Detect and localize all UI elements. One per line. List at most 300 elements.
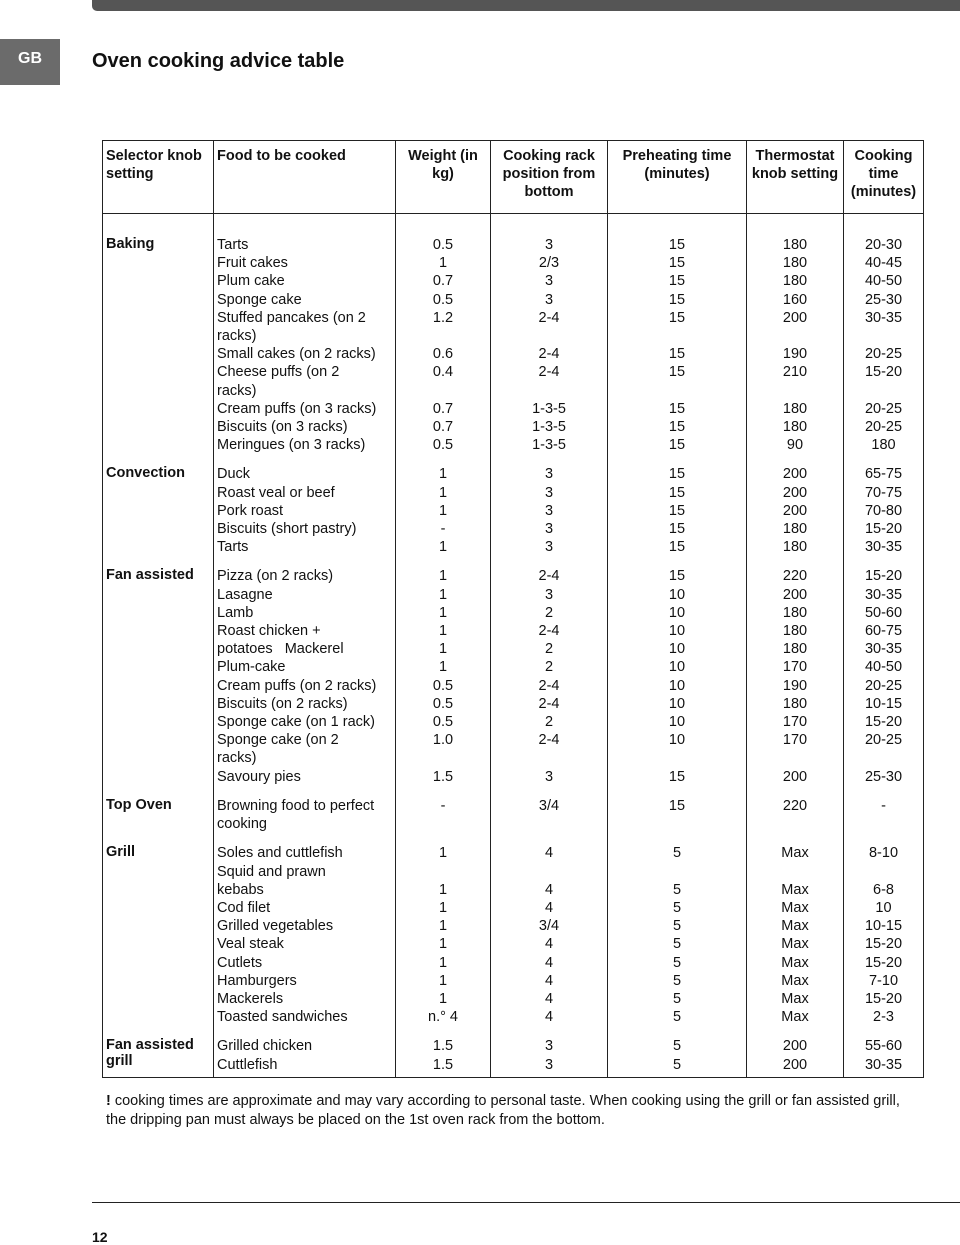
cell-line: 3 <box>544 502 554 519</box>
cell-line: 2-4 <box>538 309 560 326</box>
cell-line: 4 <box>544 954 554 971</box>
cell-line: 3 <box>544 1056 554 1073</box>
cell-line <box>750 382 840 400</box>
thermostat-cell <box>747 1029 844 1077</box>
table-row <box>103 214 924 458</box>
cell-line <box>611 815 743 833</box>
cell-line: racks) <box>217 750 257 767</box>
cell-line: 200 <box>782 484 808 501</box>
cell-line: 15-20 <box>864 936 903 953</box>
cell-line: 15 <box>668 484 686 501</box>
page-number: 12 <box>92 1229 108 1245</box>
cell-line: 10-15 <box>864 918 903 935</box>
cell-line: 0.4 <box>432 364 454 381</box>
cell-line: Savoury pies <box>217 768 301 785</box>
cell-line: 0.5 <box>432 291 454 308</box>
cell-line: 15 <box>668 539 686 556</box>
cell-line: 1 <box>438 990 448 1007</box>
cell-line: 3 <box>544 237 554 253</box>
cell-line: 20-25 <box>864 400 903 417</box>
cell-line: 180 <box>782 237 808 253</box>
cell-line: 1 <box>438 954 448 971</box>
food-cell <box>214 789 396 836</box>
cell-line: 180 <box>782 641 808 658</box>
cell-line: Sponge cake <box>217 291 302 308</box>
cell-line: Max <box>781 918 809 935</box>
cell-line <box>494 327 604 345</box>
cell-line: 1 <box>438 568 448 585</box>
cell-line: 15 <box>668 437 686 454</box>
cell-line: 3 <box>544 586 554 603</box>
cell-line: 1 <box>438 881 448 898</box>
cell-line <box>399 815 487 833</box>
cell-line: Lamb <box>217 604 254 621</box>
cell-line: 30-35 <box>864 309 903 326</box>
cell-line: 90 <box>786 437 804 454</box>
cell-line: 4 <box>544 990 554 1007</box>
cell-line: Cuttlefish <box>217 1056 278 1073</box>
cell-line: - <box>881 797 886 814</box>
cell-line: 20-30 <box>864 237 903 253</box>
weight-cell <box>396 559 491 788</box>
cell-line <box>399 382 487 400</box>
cell-line: 8-10 <box>868 845 899 862</box>
cell-line: Mackerels <box>217 990 284 1007</box>
cell-line: 5 <box>672 899 682 916</box>
cell-line: 60-75 <box>864 623 903 640</box>
cell-line: 190 <box>782 346 808 363</box>
cell-line: 15-20 <box>864 714 903 731</box>
cell-line: 1 <box>438 899 448 916</box>
cell-line: 200 <box>782 502 808 519</box>
cell-line: Max <box>781 936 809 953</box>
cell-line: 5 <box>672 1009 682 1026</box>
cell-line: 10 <box>668 641 686 658</box>
cell-line: 0.5 <box>432 437 454 454</box>
cell-line: 15 <box>668 521 686 538</box>
cell-line: Small cakes (on 2 racks) <box>217 346 376 363</box>
cell-line: 1 <box>438 586 448 603</box>
cell-line: 180 <box>782 400 808 417</box>
cell-line: 2-4 <box>538 732 560 749</box>
cell-line: 3 <box>544 466 554 483</box>
cell-line: 190 <box>782 677 808 694</box>
cell-line: Pork roast <box>217 502 284 519</box>
table-row <box>103 457 924 559</box>
cell-line: 4 <box>544 972 554 989</box>
cell-line <box>399 327 487 345</box>
cell-line: 2-4 <box>538 623 560 640</box>
thermostat-cell <box>747 559 844 788</box>
cell-line: potatoes Mackerel <box>217 641 344 658</box>
cell-line: 3 <box>544 273 554 290</box>
cell-line: 10 <box>668 714 686 731</box>
cell-line: 1 <box>438 466 448 483</box>
cell-line: 0.7 <box>432 419 454 436</box>
header-thermostat: Thermostat knob setting <box>747 141 844 214</box>
cell-line: Plum cake <box>217 273 285 290</box>
cell-line: 10 <box>875 899 892 916</box>
cell-line: 3 <box>544 521 554 538</box>
cell-line: 10 <box>668 604 686 621</box>
cell-line: 15 <box>668 797 686 814</box>
cell-line: 1.0 <box>432 732 454 749</box>
selector-setting-cell: Convection <box>106 465 185 482</box>
cell-line: 5 <box>672 1056 682 1073</box>
food-cell <box>214 559 396 788</box>
preheat-cell <box>608 1029 747 1077</box>
cell-line <box>494 749 604 767</box>
cell-line: 5 <box>672 1038 682 1055</box>
thermostat-cell <box>747 789 844 836</box>
cell-line <box>750 749 840 767</box>
cell-line: Hamburgers <box>217 972 297 989</box>
cell-line: Cream puffs (on 2 racks) <box>217 677 377 694</box>
rack-cell <box>491 214 608 458</box>
rack-cell <box>491 559 608 788</box>
cell-line: Squid and prawn <box>217 863 326 880</box>
cell-line: 15 <box>668 237 686 253</box>
cell-line: Max <box>781 845 809 862</box>
cell-line: Veal steak <box>217 936 284 953</box>
cell-line: 5 <box>672 954 682 971</box>
cell-line: 25-30 <box>864 291 903 308</box>
cell-line: 1.5 <box>432 1056 454 1073</box>
cell-line: 10 <box>668 695 686 712</box>
cell-line: 15 <box>668 255 686 272</box>
cell-line <box>847 815 920 833</box>
cooking-time-cell <box>844 457 924 559</box>
cell-line: 15 <box>668 502 686 519</box>
table-row <box>103 789 924 836</box>
cell-line: 2 <box>544 641 554 658</box>
cell-line: 20-25 <box>864 419 903 436</box>
food-cell <box>214 214 396 458</box>
cell-line: Cod filet <box>217 899 271 916</box>
cell-line: Tarts <box>217 539 249 556</box>
cell-line: 1 <box>438 918 448 935</box>
cell-line <box>494 382 604 400</box>
cell-line <box>847 749 920 767</box>
preheat-cell <box>608 789 747 836</box>
cell-line: 10 <box>668 732 686 749</box>
cell-line: 5 <box>672 845 682 862</box>
cell-line: 10 <box>668 586 686 603</box>
cell-line: 10-15 <box>864 695 903 712</box>
table-header-row <box>103 141 924 214</box>
cell-line <box>847 382 920 400</box>
cell-line: 170 <box>782 714 808 731</box>
selector-setting-cell: Fan assisted grill <box>106 1037 194 1070</box>
cell-line: 20-25 <box>864 677 903 694</box>
cell-line: 1 <box>438 484 448 501</box>
cell-line: racks) <box>217 328 257 345</box>
preheat-cell <box>608 559 747 788</box>
cell-line: 2 <box>544 714 554 731</box>
cell-line: 2-4 <box>538 677 560 694</box>
cell-line: 160 <box>782 291 808 308</box>
cell-line: Grilled chicken <box>217 1038 313 1055</box>
cell-line: racks) <box>217 382 257 399</box>
cell-line: Max <box>781 899 809 916</box>
cell-line: 20-25 <box>864 346 903 363</box>
page-title: Oven cooking advice table <box>92 50 345 72</box>
cell-line <box>611 749 743 767</box>
cell-line: 3/4 <box>538 918 560 935</box>
cell-line: Stuffed pancakes (on 2 <box>217 309 366 326</box>
cell-line: Max <box>781 990 809 1007</box>
cell-line: 0.5 <box>432 695 454 712</box>
note-mark: ! <box>106 1093 111 1109</box>
cell-line: 30-35 <box>864 1056 903 1073</box>
cell-line: 3 <box>544 484 554 501</box>
cell-line: Cream puffs (on 3 racks) <box>217 400 377 417</box>
cell-line: Max <box>781 954 809 971</box>
cell-line: Max <box>781 972 809 989</box>
cell-line: Max <box>781 881 809 898</box>
cell-line: 3 <box>544 539 554 556</box>
cell-line: 4 <box>544 845 554 862</box>
cell-line: Sponge cake (on 1 rack) <box>217 714 375 731</box>
cell-line: 15-20 <box>864 568 903 585</box>
cell-line: 200 <box>782 586 808 603</box>
cell-line: 1-3-5 <box>532 400 566 417</box>
cell-line: 30-35 <box>864 539 903 556</box>
weight-cell <box>396 1029 491 1077</box>
thermostat-cell <box>747 457 844 559</box>
cell-line: 15-20 <box>864 521 903 538</box>
cell-line: 180 <box>782 273 808 290</box>
cell-line: 15 <box>668 400 686 417</box>
cell-line: 1.5 <box>432 1038 454 1055</box>
cell-line: 2-4 <box>538 364 560 381</box>
cell-line: 1.2 <box>432 309 454 326</box>
cell-line <box>611 863 743 881</box>
cell-line: 15-20 <box>864 364 903 381</box>
cell-line <box>399 863 487 881</box>
cell-line <box>494 815 604 833</box>
cell-line: 5 <box>672 990 682 1007</box>
rack-cell <box>491 789 608 836</box>
food-cell <box>214 1029 396 1077</box>
cell-line <box>611 327 743 345</box>
cell-line: 1 <box>438 659 448 676</box>
cooking-time-cell <box>844 214 924 458</box>
cell-line: 3 <box>544 768 554 785</box>
table-row <box>103 836 924 1029</box>
cell-line: kebabs <box>217 881 264 898</box>
cell-line: 6-8 <box>873 881 894 898</box>
selector-setting-cell: Fan assisted <box>106 567 194 584</box>
cell-line: 5 <box>672 936 682 953</box>
footer-divider <box>92 1202 960 1203</box>
cell-line: 20-25 <box>864 732 903 749</box>
cell-line: 5 <box>672 881 682 898</box>
cell-line: Pizza (on 2 racks) <box>217 568 334 585</box>
cell-line: 2-4 <box>538 695 560 712</box>
table-body <box>103 214 924 1078</box>
cell-line: 1 <box>438 604 448 621</box>
weight-cell <box>396 789 491 836</box>
cell-line: 180 <box>782 695 808 712</box>
cell-line: 200 <box>782 466 808 483</box>
cooking-time-cell <box>844 836 924 1029</box>
cell-line: Lasagne <box>217 586 273 603</box>
cell-line <box>399 749 487 767</box>
cell-line: cooking <box>217 816 267 833</box>
cooking-time-cell <box>844 559 924 788</box>
food-cell <box>214 457 396 559</box>
cell-line: 0.7 <box>432 273 454 290</box>
cell-line: 0.6 <box>432 346 454 363</box>
cell-line: Soles and cuttlefish <box>217 845 343 862</box>
cell-line: 15 <box>668 291 686 308</box>
cell-line: 15 <box>668 568 686 585</box>
header-cooking-time: Cooking time (minutes) <box>844 141 924 214</box>
preheat-cell <box>608 457 747 559</box>
cooking-time-cell <box>844 1029 924 1077</box>
cell-line: - <box>440 521 446 538</box>
thermostat-cell <box>747 214 844 458</box>
cell-line: 1 <box>438 936 448 953</box>
cell-line: 40-45 <box>864 255 903 272</box>
cell-line <box>847 863 920 881</box>
cell-line: Roast chicken + <box>217 623 321 640</box>
cell-line: Cutlets <box>217 954 263 971</box>
cell-line: 25-30 <box>864 768 903 785</box>
cell-line: 1 <box>438 972 448 989</box>
cell-line: 200 <box>782 1038 808 1055</box>
cell-line: 2-3 <box>873 1009 894 1026</box>
header-selector-knob: Selector knob setting <box>103 141 214 214</box>
cell-line: Max <box>781 1009 809 1026</box>
cell-line: 2 <box>544 659 554 676</box>
cell-line <box>750 863 840 881</box>
cell-line <box>847 327 920 345</box>
cell-line: 1.5 <box>432 768 454 785</box>
cell-line: 1-3-5 <box>532 437 566 454</box>
cell-line: 15 <box>668 466 686 483</box>
cell-line: 200 <box>782 768 808 785</box>
cell-line: 15 <box>668 346 686 363</box>
cell-line: 40-50 <box>864 273 903 290</box>
cell-line: 180 <box>782 623 808 640</box>
cell-line: 2/3 <box>538 255 560 272</box>
cell-line: 40-50 <box>864 659 903 676</box>
selector-setting-cell: Top Oven <box>106 796 172 813</box>
cell-line: 30-35 <box>864 586 903 603</box>
cell-line: 7-10 <box>868 972 899 989</box>
cell-line: 4 <box>544 936 554 953</box>
weight-cell <box>396 214 491 458</box>
cell-line: Biscuits (on 3 racks) <box>217 419 348 436</box>
cell-line: Roast veal or beef <box>217 484 335 501</box>
cell-line: 15 <box>668 364 686 381</box>
cell-line: Browning food to perfect <box>217 797 375 814</box>
rack-cell <box>491 836 608 1029</box>
cell-line: Sponge cake (on 2 <box>217 732 339 749</box>
cell-line: 15 <box>668 273 686 290</box>
header-food: Food to be cooked <box>214 141 396 214</box>
preheat-cell <box>608 214 747 458</box>
cell-line: 200 <box>782 1056 808 1073</box>
cell-line: 0.5 <box>432 677 454 694</box>
cell-line: 4 <box>544 881 554 898</box>
cell-line: 3/4 <box>538 797 560 814</box>
cell-line: 4 <box>544 899 554 916</box>
cell-line: 15-20 <box>864 954 903 971</box>
cell-line: 170 <box>782 659 808 676</box>
cell-line: 0.5 <box>432 714 454 731</box>
cell-line: 10 <box>668 659 686 676</box>
cell-line: 5 <box>672 972 682 989</box>
cell-line: 3 <box>544 1038 554 1055</box>
cell-line: n.° 4 <box>428 1009 458 1026</box>
selector-setting-cell: Grill <box>106 844 136 861</box>
cell-line <box>750 327 840 345</box>
cell-line: 210 <box>782 364 808 381</box>
rack-cell <box>491 1029 608 1077</box>
cell-line <box>494 863 604 881</box>
cell-line: 1 <box>438 641 448 658</box>
cell-line: 1 <box>438 539 448 556</box>
cell-line: 15-20 <box>864 990 903 1007</box>
cell-line: 200 <box>782 309 808 326</box>
cell-line: 2-4 <box>538 346 560 363</box>
cell-line: 0.5 <box>432 237 454 253</box>
cell-line: Biscuits (short pastry) <box>217 521 357 538</box>
cell-line: 1 <box>438 623 448 640</box>
cell-line: 15 <box>668 309 686 326</box>
weight-cell <box>396 836 491 1029</box>
language-badge: GB <box>0 39 60 85</box>
cell-line: 0.7 <box>432 400 454 417</box>
cell-line: 70-75 <box>864 484 903 501</box>
header-weight: Weight (in kg) <box>396 141 491 214</box>
cell-line: 65-75 <box>864 466 903 483</box>
cell-line: 15 <box>668 419 686 436</box>
cooking-time-cell <box>844 789 924 836</box>
cell-line: Duck <box>217 466 251 483</box>
cell-line: Fruit cakes <box>217 255 288 272</box>
food-cell <box>214 836 396 1029</box>
cell-line <box>750 815 840 833</box>
cell-line: 1 <box>438 255 448 272</box>
cooking-advice-table <box>102 140 924 1078</box>
thermostat-cell <box>747 836 844 1029</box>
cell-line: 180 <box>782 521 808 538</box>
cell-line: 10 <box>668 623 686 640</box>
table-row <box>103 1029 924 1077</box>
cell-line: 180 <box>782 419 808 436</box>
top-bar <box>92 0 960 11</box>
preheat-cell <box>608 836 747 1029</box>
cooking-note <box>106 1092 916 1130</box>
cell-line: 10 <box>668 677 686 694</box>
cell-line: Tarts <box>217 237 249 253</box>
cell-line: 180 <box>871 437 896 454</box>
cell-line: 170 <box>782 732 808 749</box>
cell-line: 30-35 <box>864 641 903 658</box>
header-rack-position: Cooking rack position from bottom <box>491 141 608 214</box>
cell-line: 180 <box>782 604 808 621</box>
cell-line: 1 <box>438 502 448 519</box>
cell-line: Meringues (on 3 racks) <box>217 437 366 454</box>
cell-line: 3 <box>544 291 554 308</box>
cell-line: 220 <box>782 568 808 585</box>
cell-line <box>611 382 743 400</box>
table-row <box>103 559 924 788</box>
